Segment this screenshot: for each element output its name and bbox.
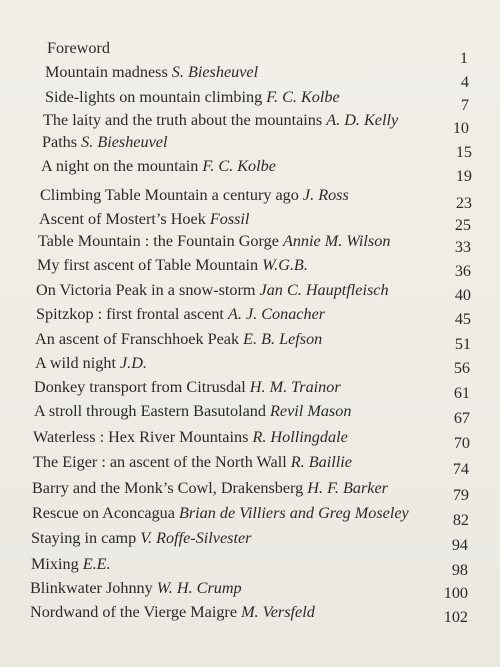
- entry-author: Jan C. Hauptfleisch: [259, 281, 389, 299]
- entry-title: Blinkwater Johnny: [30, 579, 153, 597]
- entry-page: 98: [451, 561, 468, 579]
- toc-entry: [0, 502, 500, 529]
- entry-page: 67: [453, 409, 470, 427]
- entry-title-line: [42, 131, 167, 153]
- toc-entry: [0, 303, 500, 328]
- entry-title: On Victoria Peak in a snow-storm: [36, 281, 256, 299]
- entry-page: 36: [454, 262, 471, 280]
- entry-author: R. Hollingdale: [252, 428, 348, 446]
- entry-author: Brian de Villiers and Greg Moseley: [178, 504, 409, 522]
- entry-author: F. C. Kolbe: [202, 157, 276, 175]
- entry-title-line: [41, 155, 276, 177]
- toc-entry: [0, 155, 500, 185]
- toc-entry: [0, 601, 500, 626]
- entry-author: Fossil: [209, 210, 250, 228]
- entry-page: 15: [455, 143, 472, 161]
- entry-author: F. C. Kolbe: [266, 88, 340, 106]
- entry-page: 45: [454, 310, 471, 328]
- entry-page: 23: [455, 194, 472, 212]
- entry-page: 70: [453, 434, 470, 452]
- entry-title: The laity and the truth about the mountains: [43, 111, 323, 129]
- entry-title-line: [45, 86, 340, 108]
- entry-author: S. Biesheuvel: [171, 63, 259, 81]
- entry-page: 56: [453, 359, 470, 377]
- entry-title-line: [40, 184, 349, 206]
- toc-entry: [0, 352, 500, 377]
- entry-author: W. H. Crump: [156, 579, 242, 597]
- entry-title-line: [35, 328, 322, 350]
- entry-page: 1: [459, 49, 468, 67]
- entry-author: R. Baillie: [290, 453, 352, 471]
- entry-title-line: [39, 208, 249, 230]
- entry-page: 51: [454, 335, 471, 353]
- entry-title-line: [43, 109, 398, 131]
- entry-title: A night on the mountain: [41, 157, 199, 175]
- entry-page: 4: [460, 73, 469, 91]
- toc-entry: [0, 477, 500, 504]
- entry-page: 79: [452, 486, 469, 504]
- entry-title-line: [36, 303, 325, 325]
- entry-page: 74: [452, 460, 469, 478]
- toc-entry: [0, 61, 500, 91]
- entry-title-line: [31, 527, 251, 549]
- entry-author: Revil Mason: [270, 402, 352, 420]
- entry-title: Rescue on Aconcagua: [32, 504, 175, 522]
- entry-title: The Eiger : an ascent of the North Wall: [33, 453, 287, 471]
- entry-page: 61: [453, 384, 470, 402]
- entry-title: Paths: [42, 133, 78, 151]
- entry-page: 7: [460, 96, 469, 114]
- entry-title: Mountain madness: [45, 63, 168, 81]
- entry-title: Foreword: [47, 39, 110, 57]
- toc-entry: [0, 86, 500, 114]
- entry-title-line: [32, 477, 388, 499]
- toc-entry: [0, 279, 500, 304]
- toc-entry: [0, 184, 500, 212]
- entry-title: Climbing Table Mountain a century ago: [40, 186, 299, 204]
- entry-page: 102: [443, 608, 468, 626]
- entry-author: J.D.: [120, 354, 147, 372]
- entry-page: 94: [451, 536, 468, 554]
- entry-title-line: [31, 553, 111, 575]
- toc-entry: [0, 426, 500, 452]
- entry-title-line: [35, 352, 147, 374]
- entry-page: 10: [452, 119, 469, 137]
- entry-title: Waterless : Hex River Mountains: [33, 428, 249, 446]
- toc-entry: [0, 208, 500, 234]
- entry-title-line: [33, 451, 352, 473]
- entry-author: S. Biesheuvel: [81, 133, 168, 151]
- entry-page: 25: [454, 216, 471, 234]
- entry-page: 33: [454, 238, 471, 256]
- entry-title: Table Mountain : the Fountain Gorge: [38, 232, 279, 250]
- entry-title: Ascent of Mostert’s Hoek: [39, 210, 206, 228]
- entry-author: H. F. Barker: [307, 479, 388, 497]
- entry-author: E. B. Lefson: [243, 330, 323, 348]
- entry-author: J. Ross: [302, 186, 349, 204]
- entry-author: W.G.B.: [262, 256, 308, 274]
- entry-page: 82: [452, 511, 469, 529]
- entry-author: Annie M. Wilson: [282, 232, 391, 250]
- entry-title-line: [30, 601, 315, 623]
- entry-author: A. J. Conacher: [227, 305, 326, 323]
- entry-author: H. M. Trainor: [249, 378, 341, 396]
- entry-title: A wild night: [35, 354, 116, 372]
- entry-author: M. Versfeld: [241, 603, 315, 621]
- entry-page: 40: [454, 286, 471, 304]
- entry-title: An ascent of Franschhoek Peak: [35, 330, 240, 348]
- entry-author: V. Roffe-Silvester: [140, 529, 252, 547]
- entry-page: 100: [443, 584, 468, 602]
- entry-title-line: [34, 400, 351, 422]
- toc-entry: [0, 451, 500, 478]
- entry-page: 19: [455, 167, 472, 185]
- entry-title: Spitzkop : first frontal ascent: [36, 305, 224, 323]
- toc-entry: [0, 230, 500, 256]
- entry-title-line: [32, 502, 409, 524]
- toc-entry: [0, 131, 500, 161]
- entry-title: Mixing: [31, 555, 79, 573]
- entry-author: E.E.: [82, 555, 111, 573]
- entry-title: A stroll through Eastern Basutoland: [34, 402, 266, 420]
- entry-title-line: [30, 577, 242, 599]
- toc-entry: [0, 254, 500, 280]
- entry-title: Nordwand of the Vierge Maigre: [30, 603, 238, 621]
- entry-title-line: [34, 376, 341, 398]
- entry-title: Donkey transport from Citrusdal: [34, 378, 246, 396]
- entry-title-line: [38, 230, 390, 252]
- entry-title-line: [36, 279, 389, 301]
- entry-title: Side-lights on mountain climbing: [45, 88, 263, 106]
- entry-title-line: [33, 426, 348, 448]
- toc-entry: [0, 328, 500, 353]
- toc-entry: [0, 109, 500, 137]
- entry-author: A. D. Kelly: [326, 111, 399, 129]
- toc-entry: [0, 376, 500, 402]
- toc-entry: [0, 527, 500, 554]
- toc-entry: [0, 553, 500, 579]
- entry-title-line: [45, 61, 258, 83]
- entry-title: My first ascent of Table Mountain: [37, 256, 259, 274]
- entry-title: Staying in camp: [31, 529, 137, 547]
- entry-title-line: [37, 254, 308, 276]
- toc-entry: [0, 400, 500, 427]
- toc-entry: [0, 577, 500, 602]
- entry-title: Barry and the Monk’s Cowl, Drakensberg: [32, 479, 304, 497]
